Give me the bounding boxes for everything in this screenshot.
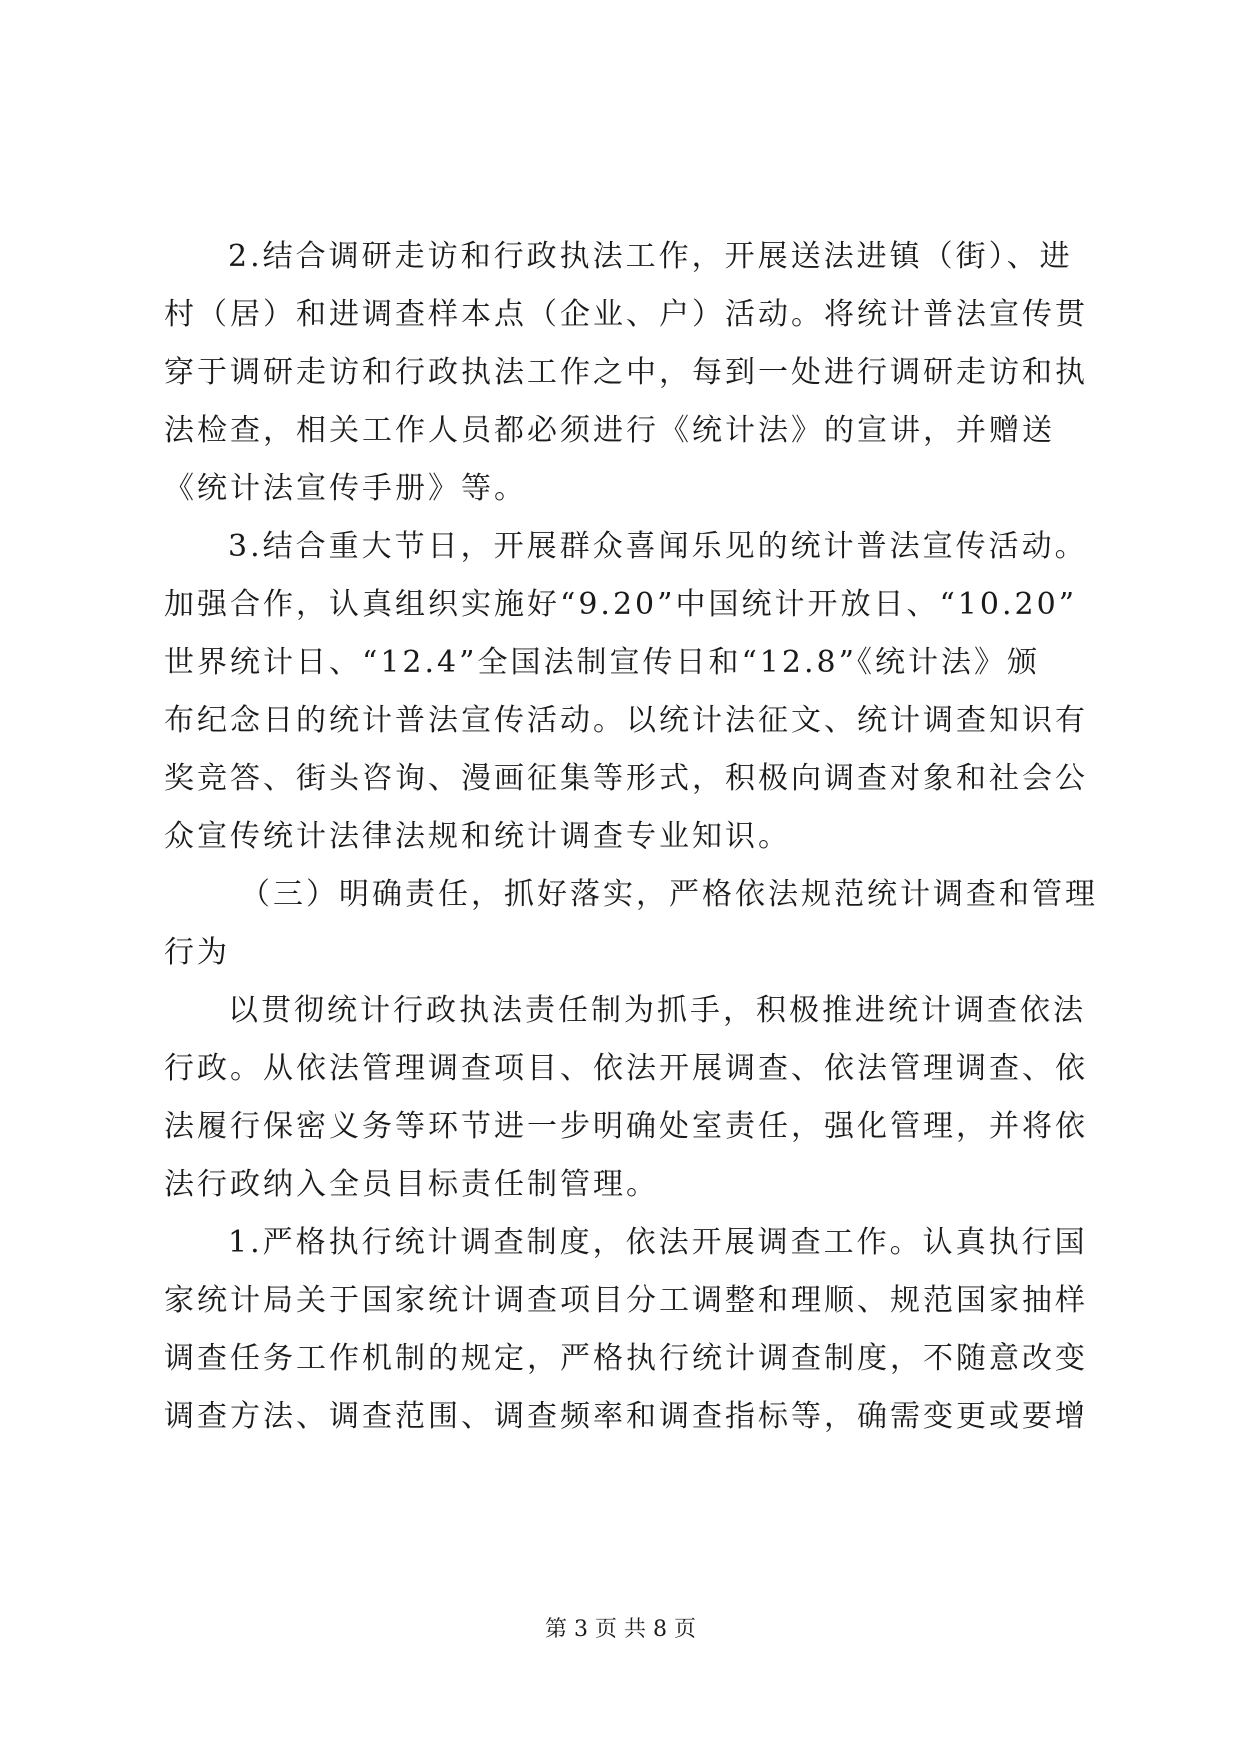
paragraph-line: 加强合作，认真组织实施好“9.20”中国统计开放日、“10.20” xyxy=(164,587,1078,622)
section-heading-line: （三）明确责任，抓好落实，严格依法规范统计调查和管理 xyxy=(240,877,1098,912)
paragraph-line: 1.严格执行统计调查制度，依法开展调查工作。认真执行国 xyxy=(228,1225,1088,1260)
paragraph-line: 法行政纳入全员目标责任制管理。 xyxy=(164,1167,659,1202)
paragraph-line: 2.结合调研走访和行政执法工作，开展送法进镇（街）、进 xyxy=(228,239,1073,274)
paragraph-line: 调查任务工作机制的规定，严格执行统计调查制度，不随意改变 xyxy=(164,1341,1088,1376)
paragraph-line: 以贯彻统计行政执法责任制为抓手，积极推进统计调查依法 xyxy=(228,993,1086,1028)
paragraph-line: 法检查，相关工作人员都必须进行《统计法》的宣讲，并赠送 xyxy=(164,413,1055,448)
paragraph-line: 家统计局关于国家统计调查项目分工调整和理顺、规范国家抽样 xyxy=(164,1283,1088,1318)
paragraph-line: 穿于调研走访和行政执法工作之中，每到一处进行调研走访和执 xyxy=(164,355,1088,390)
paragraph-line: 调查方法、调查范围、调查频率和调查指标等，确需变更或要增 xyxy=(164,1399,1088,1434)
document-body xyxy=(164,228,1098,1446)
paragraph-line: 布纪念日的统计普法宣传活动。以统计法征文、统计调查知识有 xyxy=(164,703,1088,738)
paragraph-line: 众宣传统计法律法规和统计调查专业知识。 xyxy=(164,819,791,854)
paragraph-line: 《统计法宣传手册》等。 xyxy=(164,471,527,506)
paragraph-line: 奖竞答、街头咨询、漫画征集等形式，积极向调查对象和社会公 xyxy=(164,761,1088,796)
paragraph-line: 3.结合重大节日，开展群众喜闻乐见的统计普法宣传活动。 xyxy=(228,529,1088,564)
paragraph-line: 法履行保密义务等环节进一步明确处室责任，强化管理，并将依 xyxy=(164,1109,1088,1144)
page-number-footer: 第 3 页 共 8 页 xyxy=(545,1617,696,1642)
section-heading-line: 行为 xyxy=(164,935,230,970)
paragraph-line: 世界统计日、“12.4”全国法制宣传日和“12.8”《统计法》颁 xyxy=(164,645,1040,680)
paragraph-line: 村（居）和进调查样本点（企业、户）活动。将统计普法宣传贯 xyxy=(164,297,1088,332)
paragraph-line: 行政。从依法管理调查项目、依法开展调查、依法管理调查、依 xyxy=(164,1051,1088,1086)
